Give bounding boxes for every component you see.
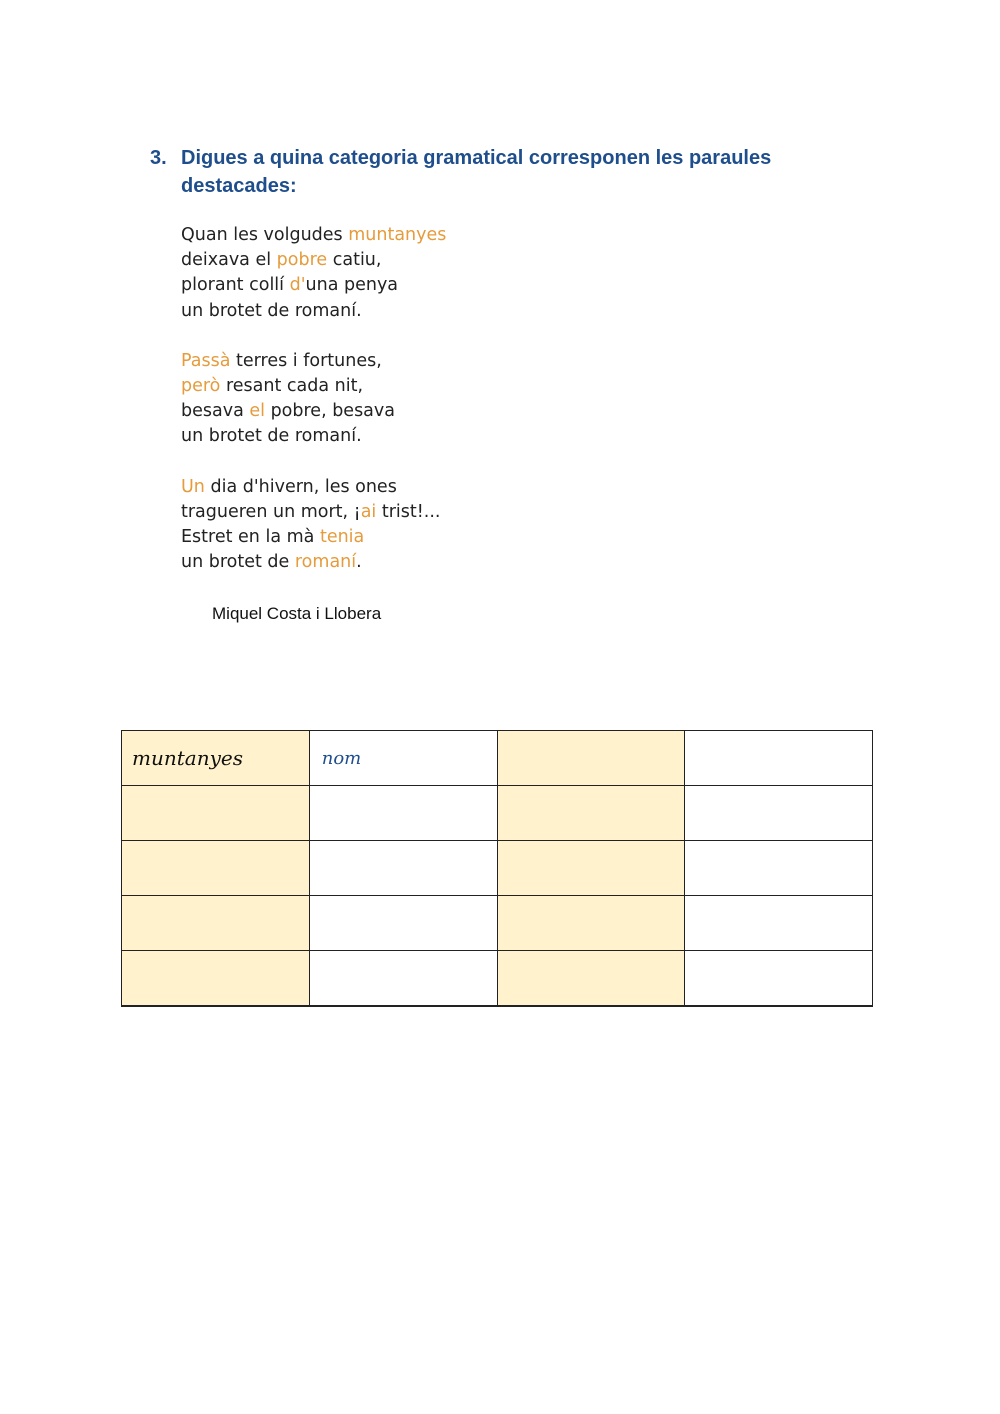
poem-text: Estret en la mà [181, 526, 320, 547]
highlighted-word: ai [360, 501, 377, 522]
word-cell[interactable] [122, 951, 310, 1007]
word-cell-text: muntanyes [132, 746, 243, 770]
poem-text: pobre, besava [265, 401, 395, 422]
poem-text: catiu, [327, 250, 382, 271]
poem-line [181, 273, 446, 298]
question-number: 3. [150, 147, 167, 169]
poem-text: terres i fortunes, [230, 350, 382, 371]
word-cell[interactable] [497, 731, 685, 786]
poem-text: trist!... [376, 501, 441, 522]
category-cell[interactable] [309, 841, 497, 896]
table-row [122, 731, 873, 786]
category-cell-text: nom [321, 747, 362, 769]
poem-text: una penya [305, 275, 399, 296]
word-cell[interactable] [497, 896, 685, 951]
category-cell[interactable] [309, 786, 497, 841]
question-heading [150, 144, 870, 200]
poem-line [181, 550, 446, 575]
word-cell[interactable] [122, 786, 310, 841]
poem-line [181, 299, 446, 324]
word-cell[interactable] [497, 951, 685, 1007]
poem-text: dia d'hivern, les ones [204, 476, 397, 497]
poem-text: plorant collí [181, 275, 290, 296]
highlighted-word: romaní [294, 552, 357, 573]
poem-line [181, 248, 446, 273]
category-cell[interactable] [685, 731, 873, 786]
poem-line [181, 500, 446, 525]
category-cell[interactable] [685, 951, 873, 1007]
highlighted-word: Passà [181, 350, 231, 371]
answer-table [121, 730, 873, 1007]
poem-stanza [181, 475, 446, 576]
poem-text: tragueren un mort, ¡ [181, 501, 361, 522]
table-row [122, 896, 873, 951]
word-cell[interactable] [122, 896, 310, 951]
poem-author: Miquel Costa i Llobera [212, 604, 382, 623]
poem-line [181, 374, 446, 399]
category-cell[interactable] [309, 951, 497, 1007]
poem-text: Quan les volgudes [181, 225, 349, 245]
poem-line [181, 223, 446, 248]
poem-text: . [356, 552, 362, 573]
highlighted-word: muntanyes [348, 225, 447, 245]
category-cell[interactable] [685, 841, 873, 896]
highlighted-word: el [249, 401, 265, 422]
highlighted-word: d' [289, 275, 306, 296]
poem-stanza [181, 349, 446, 450]
highlighted-word: Un [181, 476, 205, 497]
highlighted-word: però [181, 375, 221, 396]
highlighted-word: pobre [276, 250, 328, 271]
poem-stanza [181, 223, 446, 324]
word-cell[interactable] [497, 841, 685, 896]
table-row [122, 786, 873, 841]
table-row [122, 951, 873, 1007]
poem-text: resant cada nit, [220, 375, 364, 396]
poem-line [181, 349, 446, 374]
poem-line [181, 525, 446, 550]
poem-line [181, 399, 446, 424]
poem-text: deixava el [181, 250, 277, 271]
poem-text: un brotet de romaní. [181, 300, 362, 321]
category-cell[interactable] [685, 896, 873, 951]
poem-text: besava [181, 401, 250, 422]
table-row [122, 841, 873, 896]
question-text: Digues a quina categoria gramatical corresponen les paraules destacades: [181, 147, 772, 197]
word-cell[interactable] [497, 786, 685, 841]
word-cell[interactable] [122, 841, 310, 896]
poem-text: un brotet de [181, 552, 295, 573]
poem-line [181, 475, 446, 500]
word-cell[interactable] [122, 731, 310, 786]
highlighted-word: tenia [319, 526, 365, 547]
category-cell[interactable] [685, 786, 873, 841]
poem-text: un brotet de romaní. [181, 426, 362, 447]
category-cell[interactable] [309, 731, 497, 786]
poem [181, 223, 446, 600]
poem-line [181, 424, 446, 449]
category-cell[interactable] [309, 896, 497, 951]
